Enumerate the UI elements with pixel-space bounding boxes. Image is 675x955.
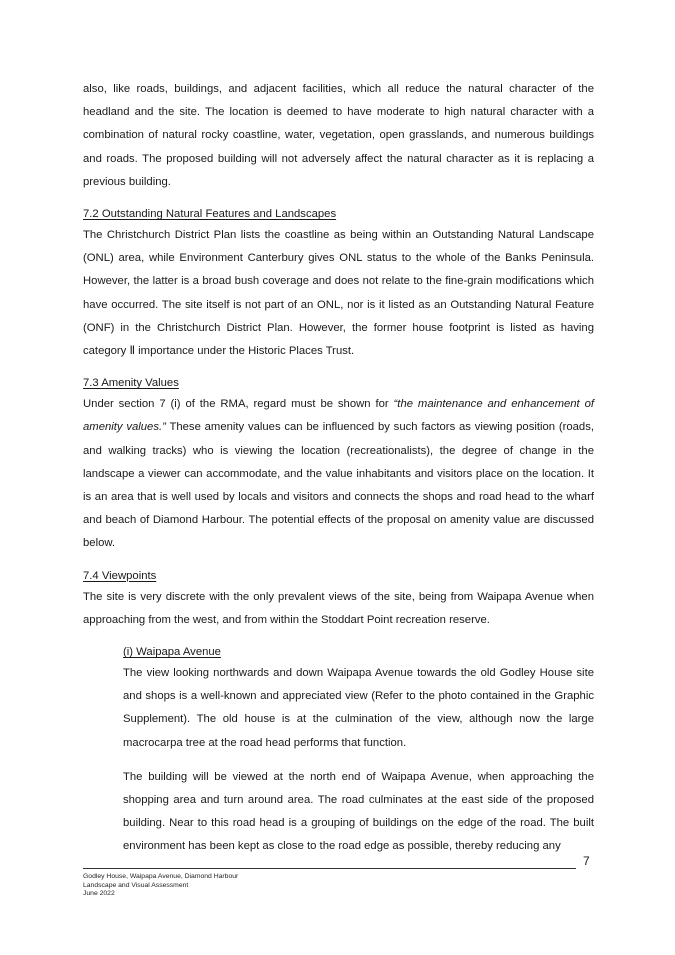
footer-document-title: Godley House, Waipapa Avenue, Diamond Harbour <box>83 873 239 880</box>
section-7-3-text-start: Under section 7 (i) of the RMA, regard must be shown for <box>83 398 394 411</box>
footer-report-type: Landscape and Visual Assessment <box>83 881 189 889</box>
section-7-3-text-end: These amenity values can be influenced by such factors as viewing position (roads, and walking tracks) who is viewing the location (recreationalists), the degree of change in the landscape a viewer can accommodate, and the value inhabitants and visitors place on the location. It is an area that is well used by locals and visitors and connects the shops and road head to the wharf and beach of Diamond Harbour. The potential effects of the proposal on amenity value are discussed below. <box>83 421 595 550</box>
section-7-3-quote: “the maintenance and enhancement of amenity values.” <box>83 398 595 434</box>
footer-date: June 2022 <box>83 890 115 898</box>
subsection-heading-waipapa-avenue: (i) Waipapa Avenue <box>123 646 221 659</box>
body-text <box>83 78 594 859</box>
section-7-2-paragraph: The Christchurch District Plan lists the coastline as being within an Outstanding Natural Landscape (ONL) area, while Environment Canterbury gives ONL status to the whole of the Banks Peninsula. However, the latter is a broad bush coverage and does not relate to the fine-grain modifications which have occurred. The site itself is not part of an ONL, nor is it listed as an Outstanding Natural Feature (ONF) in the Christchurch District Plan. However, the former house footprint is listed as having category Ⅱ importance under the Historic Places Trust. <box>83 229 594 358</box>
section-7-3-paragraph <box>83 393 594 555</box>
section-heading-7-3: 7.3 Amenity Values <box>83 377 179 390</box>
subsection-paragraph-2: The building will be viewed at the north end of Waipapa Avenue, when approaching the shopping area and turn around area. The road culminates at the east side of the proposed building. Near to this road head is a grouping of buildings on the edge of the road. The built environment has been kept as close to the road edge as possible, thereby reducing any <box>123 770 594 853</box>
section-heading-7-2: 7.2 Outstanding Natural Features and Landscapes <box>83 208 337 221</box>
section-7-4-paragraph: The site is very discrete with the only prevalent views of the site, being from Waipapa Avenue when approaching from the west, and from within the Stoddart Point recreation reserve. <box>83 590 594 626</box>
intro-paragraph: also, like roads, buildings, and adjacent facilities, which all reduce the natural character of the headland and the site. The location is deemed to have moderate to high natural character with a combination of natural rocky coastline, water, vegetation, open grasslands, and numerous buildings and roads. The proposed building will not adversely affect the natural character as it is replacing a previous building. <box>83 83 594 188</box>
subsection-paragraph-1: The view looking northwards and down Waipapa Avenue towards the old Godley House site and shops is a well-known and appreciated view (Refer to the photo contained in the Graphic Supplement). The old house is at the culmination of the view, although now the large macrocarpa tree at the road head performs that function. <box>123 667 594 749</box>
footer-divider <box>83 868 576 869</box>
page-number: 7 <box>583 854 590 868</box>
footer <box>83 873 238 899</box>
section-heading-7-4: 7.4 Viewpoints <box>83 569 157 582</box>
